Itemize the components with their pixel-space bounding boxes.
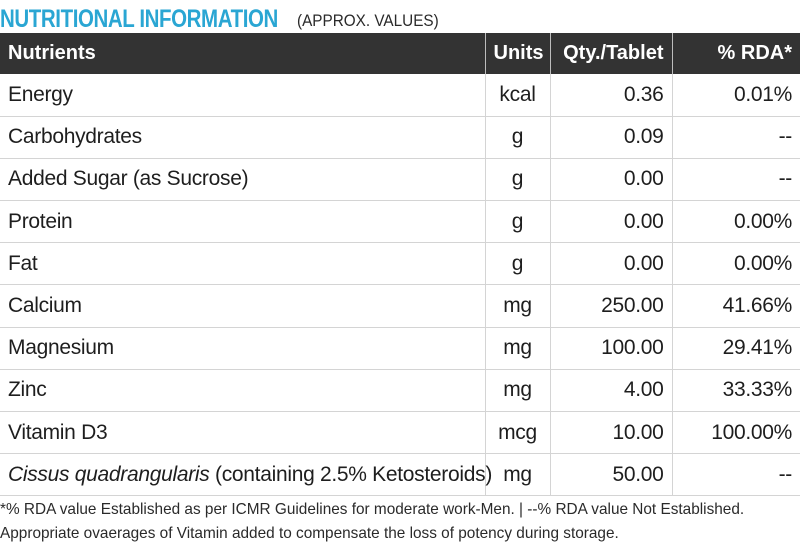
- nutrient-unit: mcg: [485, 412, 550, 454]
- nutrient-qty: 0.09: [550, 116, 672, 158]
- page-heading: [0, 0, 454, 32]
- nutrient-qty: 0.36: [550, 74, 672, 116]
- nutrient-rda: 33.33%: [672, 369, 800, 411]
- nutrient-name: Energy: [8, 82, 73, 106]
- footnote-rda: *% RDA value Established as per ICMR Guidelines for moderate work-Men. | --% RDA value Not Established.: [0, 501, 745, 518]
- nutrient-unit: g: [485, 243, 550, 285]
- nutrient-unit: mg: [485, 454, 550, 496]
- table-row: [0, 201, 800, 243]
- header-rda: % RDA*: [672, 33, 800, 74]
- nutrient-name: Calcium: [0, 285, 485, 327]
- nutrient-rda: --: [672, 454, 800, 496]
- nutrient-rda: --: [672, 116, 800, 158]
- nutrient-qty: 0.00: [550, 243, 672, 285]
- nutrient-qty: 50.00: [550, 454, 672, 496]
- nutrient-qty: 4.00: [550, 369, 672, 411]
- nutrient-name: Carbohydrates: [0, 116, 485, 158]
- table-header: [0, 33, 800, 74]
- table-row: [0, 327, 800, 369]
- header-qty: Qty./Tablet: [550, 33, 672, 74]
- table-row: [0, 285, 800, 327]
- table-row: [0, 369, 800, 411]
- nutrient-rda: 29.41%: [672, 327, 800, 369]
- header-nutrients: Nutrients: [0, 33, 485, 74]
- nutrient-rda: 100.00%: [672, 412, 800, 454]
- nutrient-rda: 0.00%: [672, 201, 800, 243]
- nutrient-qty: 0.00: [550, 201, 672, 243]
- nutrient-rda: 0.00%: [672, 243, 800, 285]
- footnotes: [0, 498, 800, 546]
- nutrient-qty: 10.00: [550, 412, 672, 454]
- nutrient-unit: g: [485, 201, 550, 243]
- nutrient-unit: g: [485, 158, 550, 200]
- table-row: [0, 243, 800, 285]
- nutrient-rda: --: [672, 158, 800, 200]
- table-row: [0, 158, 800, 200]
- table-row: [0, 116, 800, 158]
- nutrient-unit: g: [485, 116, 550, 158]
- nutrient-name: Magnesium: [0, 327, 485, 369]
- nutrient-name-rest: (containing 2.5% Ketosteroids): [209, 462, 493, 486]
- nutrient-unit: kcal: [485, 74, 550, 116]
- footnote-overages: Appropriate ovaerages of Vitamin added to compensate the loss of potency during storage.: [0, 525, 619, 542]
- header-units: Units: [485, 33, 550, 74]
- nutrient-qty: 100.00: [550, 327, 672, 369]
- nutrient-unit: mg: [485, 327, 550, 369]
- heading-subtitle: (APPROX. VALUES): [296, 11, 439, 30]
- header-row: [0, 33, 800, 74]
- nutrient-unit: mg: [485, 285, 550, 327]
- table-row: [0, 412, 800, 454]
- nutrient-name: Vitamin D3: [0, 412, 485, 454]
- nutrient-rda: 0.01%: [672, 74, 800, 116]
- nutrient-name-italic: Cissus quadrangularis: [8, 462, 210, 486]
- nutrient-name: Added Sugar (as Sucrose): [0, 158, 485, 200]
- nutrient-unit: mg: [485, 369, 550, 411]
- table-row: [0, 454, 800, 496]
- nutrient-qty: 0.00: [550, 158, 672, 200]
- table-body: [0, 74, 800, 496]
- nutrient-qty: 250.00: [550, 285, 672, 327]
- nutrition-table: [0, 33, 800, 496]
- nutrient-name: [0, 454, 493, 496]
- heading-title: NUTRITIONAL INFORMATION: [0, 5, 278, 33]
- table-row: [0, 74, 800, 116]
- nutrient-name: Fat: [0, 243, 485, 285]
- nutrient-rda: 41.66%: [672, 285, 800, 327]
- nutrient-name: Zinc: [0, 369, 485, 411]
- nutrient-name: Protein: [0, 201, 485, 243]
